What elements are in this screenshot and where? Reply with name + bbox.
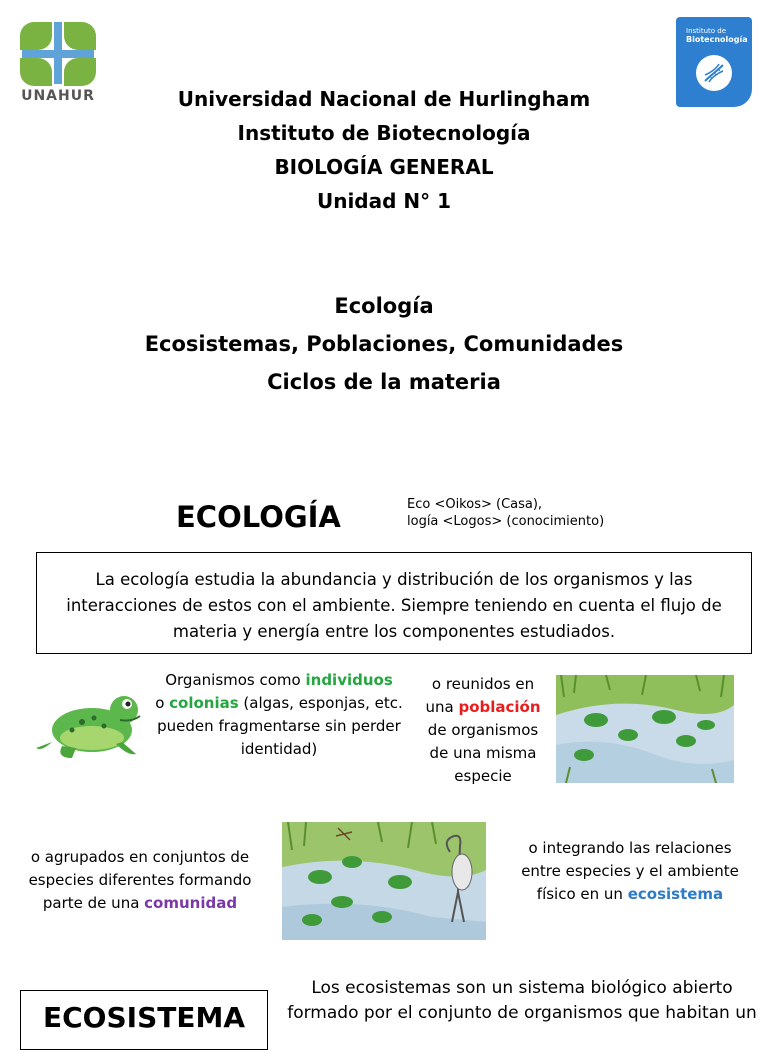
leaf-shape xyxy=(64,22,96,50)
frog-population-illustration xyxy=(556,675,734,783)
topic-line-1: Ecología xyxy=(334,294,434,318)
etymology-note xyxy=(407,496,604,530)
ecology-definition-box: La ecología estudia la abundancia y distribución de los organismos y las interacciones de estos con el ambiente. Siempre teniendo en cuenta el flujo de materia y energía entre los componentes estudiados. xyxy=(36,552,752,654)
unahur-wordmark: UNAHUR xyxy=(21,88,95,104)
text-run: o reunidos en una xyxy=(425,675,535,716)
individuos-term: individuos xyxy=(305,671,393,689)
university-name: Universidad Nacional de Hurlingham xyxy=(177,87,591,111)
text-run: de organismos de una misma especie xyxy=(427,721,539,785)
individuos-text xyxy=(150,669,408,761)
inst-logo-line2: Biotecnología xyxy=(686,35,748,44)
text-run: (algas, esponjas, etc. pueden fragmentarse sin perder identidad) xyxy=(157,694,403,758)
header-block xyxy=(0,82,768,218)
inst-logo-line1: Instituto de xyxy=(686,27,727,35)
ecosistema-term: ecosistema xyxy=(627,885,724,903)
institute-name: Instituto de Biotecnología xyxy=(237,121,531,145)
text-run: Organismos como xyxy=(165,671,306,689)
topic-block xyxy=(0,287,768,401)
comunidad-text xyxy=(18,846,262,915)
comunidad-term: comunidad xyxy=(144,894,238,912)
community-illustration xyxy=(282,822,486,940)
poblacion-text xyxy=(418,673,548,788)
logo-cross xyxy=(22,50,94,58)
course-name: BIOLOGÍA GENERAL xyxy=(274,155,494,179)
ecosistema-heading-box: ECOSISTEMA xyxy=(20,990,268,1050)
topic-line-3: Ciclos de la materia xyxy=(267,370,501,394)
frog-illustration xyxy=(32,682,150,762)
ecologia-heading: ECOLOGÍA xyxy=(176,500,341,534)
text-run: o agrupados en conjuntos de especies diferentes formando parte de una xyxy=(28,848,252,912)
poblacion-term: población xyxy=(458,698,541,716)
text-run: o xyxy=(155,694,170,712)
topic-line-2: Ecosistemas, Poblaciones, Comunidades xyxy=(144,332,624,356)
ecosistema-definition: Los ecosistemas son un sistema biológico abierto formado por el conjunto de organismos que habitan un xyxy=(287,978,757,1023)
unit-number: Unidad N° 1 xyxy=(316,189,452,213)
text-run: o integrando las relaciones entre especies y el ambiente físico en un xyxy=(521,839,739,903)
colonias-term: colonias xyxy=(169,694,239,712)
leaf-shape xyxy=(20,22,52,50)
etymology-line-1: Eco <Oikos> (Casa), xyxy=(407,497,543,512)
ecosistema-text xyxy=(508,837,752,906)
etymology-line-2: logía <Logos> (conocimiento) xyxy=(407,514,605,529)
